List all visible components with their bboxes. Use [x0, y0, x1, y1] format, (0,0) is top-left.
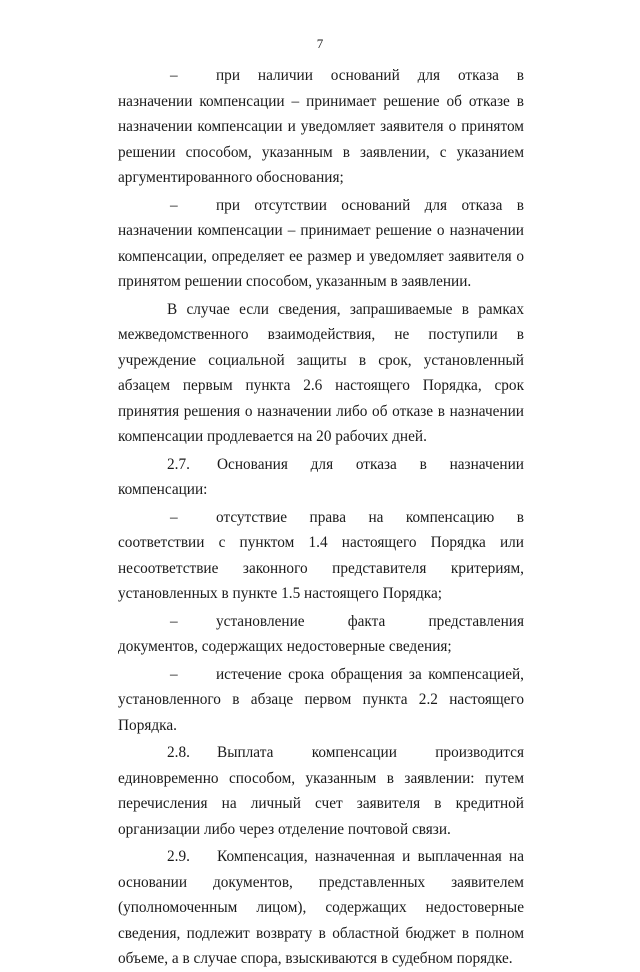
- paragraph-text: Основания для отказа в назначении компенсации:: [118, 455, 524, 498]
- paragraph-text: при отсутствии оснований для отказа в назначении компенсации – принимает решение о назначении компенсации, определяет ее размер и уведомляет заявителя о принятом решении способом, указанным в заявлении.: [118, 196, 524, 290]
- paragraph-text: Компенсация, назначенная и выплаченная на основании документов, представленных заявителем (уполномоченным лицом), содержащих недостоверные сведения, подлежит возврату в областной бюджет в полном объеме, а в случае спора, взыскиваются в судебном порядке.: [118, 848, 524, 967]
- clause-number: 2.9.: [167, 848, 190, 865]
- clause-2-9: [118, 844, 524, 972]
- dash-marker: –: [170, 67, 178, 84]
- dash-marker: –: [170, 612, 178, 630]
- list-item-no-right: [118, 505, 524, 607]
- clause-2-7: [118, 452, 524, 503]
- clause-2-8: [118, 740, 524, 842]
- paragraph-interagency-delay: [118, 297, 524, 450]
- paragraph-text: истечение срока обращения за компенсацией, установленного в абзаце первом пункта 2.2 настоящего Порядка.: [118, 665, 524, 734]
- paragraph-text: установление факта представления документов, содержащих недостоверные сведения;: [118, 612, 524, 655]
- clause-number: 2.7.: [167, 455, 190, 473]
- dash-marker: –: [170, 665, 178, 683]
- clause-number: 2.8.: [167, 744, 190, 761]
- dash-marker: –: [170, 196, 178, 214]
- dash-marker: –: [170, 508, 178, 526]
- list-item-refusal-grounds-present: [118, 63, 524, 191]
- document-body: [118, 63, 524, 972]
- list-item-refusal-grounds-absent: [118, 193, 524, 295]
- paragraph-text: при наличии оснований для отказа в назначении компенсации – принимает решение об отказе в назначении компенсации и уведомляет заявителя о принятом решении способом, указанным в заявлении, с указанием аргументированного обоснования;: [118, 67, 524, 186]
- paragraph-text: отсутствие права на компенсацию в соответствии с пунктом 1.4 настоящего Порядка или несоответствие законного представителя критериям, установленных в пункте 1.5 настоящего Порядка;: [118, 508, 524, 602]
- list-item-false-documents: [118, 609, 524, 660]
- page-number: 7: [316, 36, 324, 51]
- list-item-term-expired: [118, 662, 524, 739]
- paragraph-text: Выплата компенсации производится единовременно способом, указанным в заявлении: путем перечисления на личный счет заявителя в кредитной организации либо через отделение почтовой связи.: [118, 744, 524, 838]
- paragraph-text: В случае если сведения, запрашиваемые в рамках межведомственного взаимодействия, не поступили в учреждение социальной защиты в срок, установленный абзацем первым пункта 2.6 настоящего Порядка, срок принятия решения о назначении либо об отказе в назначении компенсации продлевается на 20 рабочих дней.: [118, 300, 524, 445]
